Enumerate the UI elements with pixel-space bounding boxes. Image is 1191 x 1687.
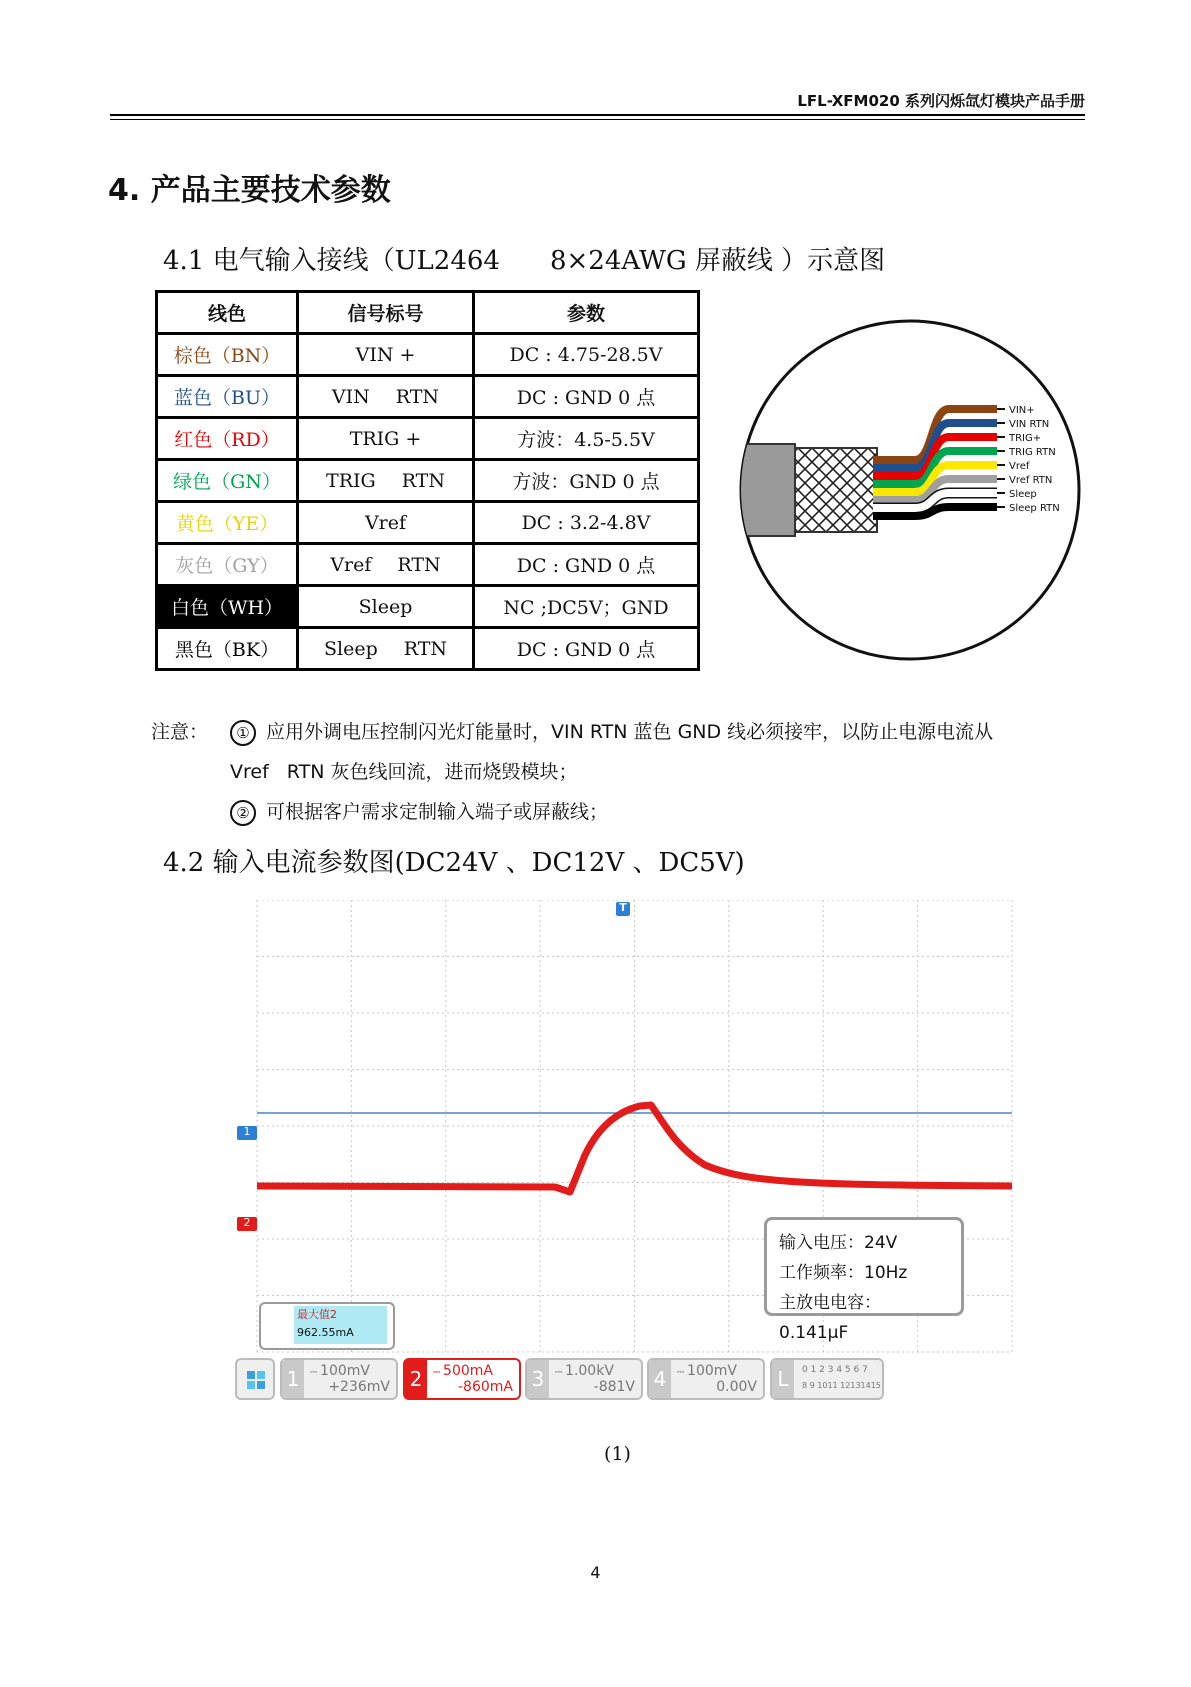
channel-1-status[interactable] [280, 1358, 398, 1400]
table-row [157, 586, 699, 628]
channel-scale: ⎓ 100mV [677, 1363, 737, 1379]
header-signal: 信号标号 [298, 292, 474, 334]
notes-label: 注意： [151, 721, 209, 743]
signal-cell [298, 628, 474, 670]
wire-label: TRIG RTN [1009, 447, 1056, 458]
wire-color-cell: 蓝色（BU） [157, 376, 298, 418]
channel-offset: 0.00V [716, 1379, 757, 1395]
note-1-text: 应用外调电压控制闪光灯能量时，VIN RTN 蓝色 GND 线必须接牢，以防止电源电流从 [266, 721, 994, 743]
signal-part: Sleep [323, 637, 378, 660]
channel-offset: +236mV [328, 1379, 390, 1395]
signal-cell [298, 544, 474, 586]
channel-number: 2 [405, 1360, 427, 1398]
channel-2-status[interactable] [403, 1358, 521, 1400]
wire-color-cell: 白色（WH） [157, 586, 298, 628]
note-line-1 [151, 712, 993, 752]
trigger-marker-label: T [619, 901, 627, 914]
subsection-title-4-1 [163, 240, 885, 277]
wire-color-cell: 棕色（BN） [157, 334, 298, 376]
wire-color-cell: 红色（RD） [157, 418, 298, 460]
note-1-text-cont-a: Vref [230, 761, 269, 783]
param-cell: NC ;DC5V；GND [474, 586, 699, 628]
channel-number: 1 [282, 1360, 304, 1398]
grid-icon [247, 1371, 265, 1389]
note-mark-1: ① [230, 720, 256, 746]
wiring-table [155, 290, 700, 671]
signal-part: VIN [331, 385, 370, 408]
header-rule [110, 114, 1085, 116]
measurement-value: 962.55mA [297, 1326, 354, 1339]
scope-menu-button[interactable] [235, 1358, 275, 1400]
capacitance-text: 主放电电容：0.141μF [779, 1293, 881, 1343]
wire-label: VIN+ [1009, 405, 1035, 416]
table-row [157, 418, 699, 460]
page-number: 4 [590, 1563, 601, 1582]
note-line-2 [151, 752, 993, 792]
table-header-row [157, 292, 699, 334]
channel-2-marker-label: 2 [243, 1216, 251, 1229]
channel-offset: -860mA [458, 1379, 513, 1395]
logic-bits-row-2: 8 9 1011 12131415 [802, 1381, 881, 1390]
signal-cell: Vref [298, 502, 474, 544]
signal-part: Vref [330, 553, 372, 576]
header-wire-color: 线色 [157, 292, 298, 334]
signal-cell [298, 460, 474, 502]
channel-scale: ⎓ 500mA [433, 1363, 493, 1379]
channel-3-status[interactable] [525, 1358, 643, 1400]
subsection-title-4-2: 4.2 输入电流参数图(DC24V 、DC12V 、DC5V) [163, 848, 745, 878]
wire-color-cell: 绿色（GN） [157, 460, 298, 502]
signal-cell: TRIG + [298, 418, 474, 460]
channel-1-marker-label: 1 [243, 1125, 251, 1138]
param-cell: DC : GND 0 点 [474, 376, 699, 418]
cable-wiring-diagram [735, 315, 1085, 665]
param-cell: 方波：GND 0 点 [474, 460, 699, 502]
subsection-title-part2: 8×24AWG 屏蔽线 ）示意图 [549, 246, 886, 276]
header-param: 参数 [474, 292, 699, 334]
wire-color-cell: 黑色（BK） [157, 628, 298, 670]
note-mark-2: ② [230, 800, 256, 826]
channel-number: 3 [527, 1360, 549, 1398]
section-title: 4. 产品主要技术参数 [108, 173, 391, 208]
param-cell: 方波：4.5-5.5V [474, 418, 699, 460]
note-2-text: 可根据客户需求定制输入端子或屏蔽线； [266, 801, 609, 823]
header-rule-thin [110, 119, 1085, 120]
wire-label: Sleep [1009, 489, 1037, 500]
wire-color-cell: 灰色（GY） [157, 544, 298, 586]
wire-color-cell: 黄色（YE） [157, 502, 298, 544]
param-cell: DC : 4.75-28.5V [474, 334, 699, 376]
param-cell: DC : 3.2-4.8V [474, 502, 699, 544]
logic-channels-status[interactable] [770, 1358, 884, 1400]
signal-part: RTN [403, 637, 448, 660]
signal-part: TRIG [326, 469, 376, 492]
logic-label: L [772, 1360, 794, 1398]
running-header: LFL-XFM020 系列闪烁氙灯模块产品手册 [797, 92, 1085, 110]
channel-4-status[interactable] [647, 1358, 765, 1400]
wire-label: TRIG+ [1009, 433, 1042, 444]
wire-label: VIN RTN [1009, 419, 1050, 430]
wire-label: Vref RTN [1009, 475, 1053, 486]
signal-part: RTN [401, 469, 445, 492]
logic-bits-row-1: 0 1 2 3 4 5 6 7 [802, 1365, 868, 1375]
frequency-text: 工作频率：10Hz [779, 1263, 908, 1283]
note-line-3 [151, 792, 993, 832]
cable-shield-braid [795, 448, 877, 532]
wire-label: Sleep RTN [1009, 503, 1060, 514]
measurement-panel [294, 1306, 387, 1344]
measurement-label: 最大值2 [297, 1308, 337, 1321]
signal-part: RTN [395, 385, 440, 408]
subsection-title-part1: 4.1 电气输入接线（UL2464 [163, 246, 500, 276]
signal-cell [298, 376, 474, 418]
input-voltage-text: 输入电压：24V [779, 1233, 898, 1253]
param-cell: DC : GND 0 点 [474, 628, 699, 670]
table-row [157, 544, 699, 586]
table-row [157, 502, 699, 544]
test-conditions-box [764, 1217, 964, 1343]
oscilloscope-capture [235, 900, 1015, 1400]
signal-cell: VIN + [298, 334, 474, 376]
measurement-box [259, 1302, 395, 1350]
channel-offset: -881V [593, 1379, 635, 1395]
notes-block [151, 712, 993, 832]
table-row [157, 460, 699, 502]
channel-number: 4 [649, 1360, 671, 1398]
channel-scale: ⎓ 1.00kV [555, 1363, 614, 1379]
signal-cell: Sleep [298, 586, 474, 628]
channel-scale: ⎓ 100mV [310, 1363, 370, 1379]
table-row [157, 376, 699, 418]
table-row [157, 334, 699, 376]
wire-label: Vref [1009, 461, 1030, 472]
signal-part: RTN [397, 553, 441, 576]
param-cell: DC : GND 0 点 [474, 544, 699, 586]
figure-caption: (1) [604, 1443, 631, 1465]
table-row [157, 628, 699, 670]
note-1-text-cont-b: RTN 灰色线回流，进而烧毁模块； [286, 761, 578, 783]
